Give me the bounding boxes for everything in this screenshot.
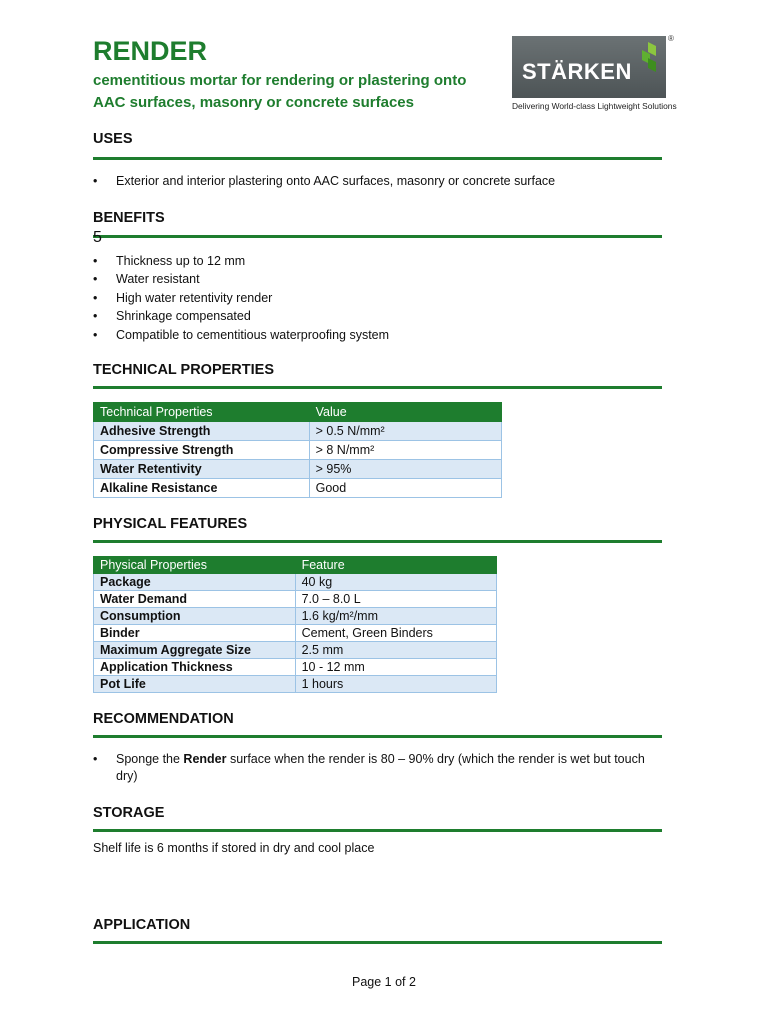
section-title-storage: STORAGE [93, 805, 165, 821]
logo-tagline: Delivering World-class Lightweight Solutions [512, 101, 677, 111]
property-name: Application Thickness [94, 659, 296, 676]
property-name: Maximum Aggregate Size [94, 642, 296, 659]
subtitle-line: AAC surfaces, masonry or concrete surfaces [93, 94, 414, 111]
table-row [94, 460, 502, 479]
property-value: Good [309, 479, 501, 498]
section-title-physical: PHYSICAL FEATURES [93, 516, 248, 532]
list-item: • Exterior and interior plastering onto AAC surfaces, masonry or concrete surface [93, 172, 673, 190]
list-item: • Thickness up to 12 mm [93, 252, 673, 270]
logo-wordmark: STÄRKEN [522, 59, 632, 84]
storage-text: Shelf life is 6 months if stored in dry and cool place [93, 841, 375, 855]
column-header: Value [309, 403, 501, 422]
property-value: > 0.5 N/mm² [309, 422, 501, 441]
property-value: 1.6 kg/m²/mm [295, 608, 496, 625]
list-item: • Compatible to cementitious waterproofing system [93, 326, 673, 344]
property-value: > 8 N/mm² [309, 441, 501, 460]
table-row [94, 625, 497, 642]
physical-features-table [93, 556, 497, 693]
table-row [94, 642, 497, 659]
starken-logo [512, 36, 666, 98]
property-name: Pot Life [94, 676, 296, 693]
table-row [94, 422, 502, 441]
property-value: 10 - 12 mm [295, 659, 496, 676]
recommendation-text: surface when the render is 80 – 90% dry (which the render is wet but touch dry) [116, 752, 645, 783]
property-name: Binder [94, 625, 296, 642]
section-title-application: APPLICATION [93, 917, 191, 933]
benefits-list [93, 252, 673, 344]
list-item [93, 751, 668, 785]
section-divider [93, 941, 662, 944]
list-item: • Shrinkage compensated [93, 307, 673, 325]
leaf-icon [638, 42, 658, 74]
table-header-row [94, 403, 502, 422]
column-header: Feature [295, 557, 496, 574]
table-header-row [94, 557, 497, 574]
section-divider [93, 235, 662, 238]
property-name: Alkaline Resistance [94, 479, 310, 498]
property-name: Compressive Strength [94, 441, 310, 460]
section-divider [93, 829, 662, 832]
registered-mark: ® [668, 34, 674, 43]
property-name: Package [94, 574, 296, 591]
property-name: Water Demand [94, 591, 296, 608]
table-row [94, 608, 497, 625]
section-title-benefits: BENEFITS [93, 210, 165, 226]
section-divider [93, 157, 662, 160]
uses-list [93, 172, 673, 190]
section-title-uses: USES [93, 131, 133, 147]
property-value: Cement, Green Binders [295, 625, 496, 642]
page-number: Page 1 of 2 [352, 975, 416, 989]
recommendation-list [93, 751, 668, 785]
list-item: • High water retentivity render [93, 289, 673, 307]
column-header: Physical Properties [94, 557, 296, 574]
property-value: 40 kg [295, 574, 496, 591]
stray-mark: 5 [93, 229, 102, 246]
property-name: Consumption [94, 608, 296, 625]
technical-properties-table [93, 402, 502, 498]
list-item: • Water resistant [93, 270, 673, 288]
recommendation-emphasis: Render [183, 752, 227, 766]
property-name: Adhesive Strength [94, 422, 310, 441]
section-title-recommendation: RECOMMENDATION [93, 711, 234, 727]
property-name: Water Retentivity [94, 460, 310, 479]
section-divider [93, 735, 662, 738]
section-divider [93, 386, 662, 389]
section-divider [93, 540, 662, 543]
table-row [94, 591, 497, 608]
table-row [94, 441, 502, 460]
recommendation-text: Sponge the [116, 752, 184, 766]
subtitle-line: cementitious mortar for rendering or plastering onto [93, 72, 467, 89]
property-value: > 95% [309, 460, 501, 479]
section-title-technical: TECHNICAL PROPERTIES [93, 362, 275, 378]
table-row [94, 676, 497, 693]
property-value: 2.5 mm [295, 642, 496, 659]
property-value: 7.0 – 8.0 L [295, 591, 496, 608]
table-row [94, 574, 497, 591]
table-row [94, 479, 502, 498]
document-title: RENDER [93, 36, 208, 66]
table-row [94, 659, 497, 676]
document-subtitle [93, 70, 503, 114]
column-header: Technical Properties [94, 403, 310, 422]
property-value: 1 hours [295, 676, 496, 693]
